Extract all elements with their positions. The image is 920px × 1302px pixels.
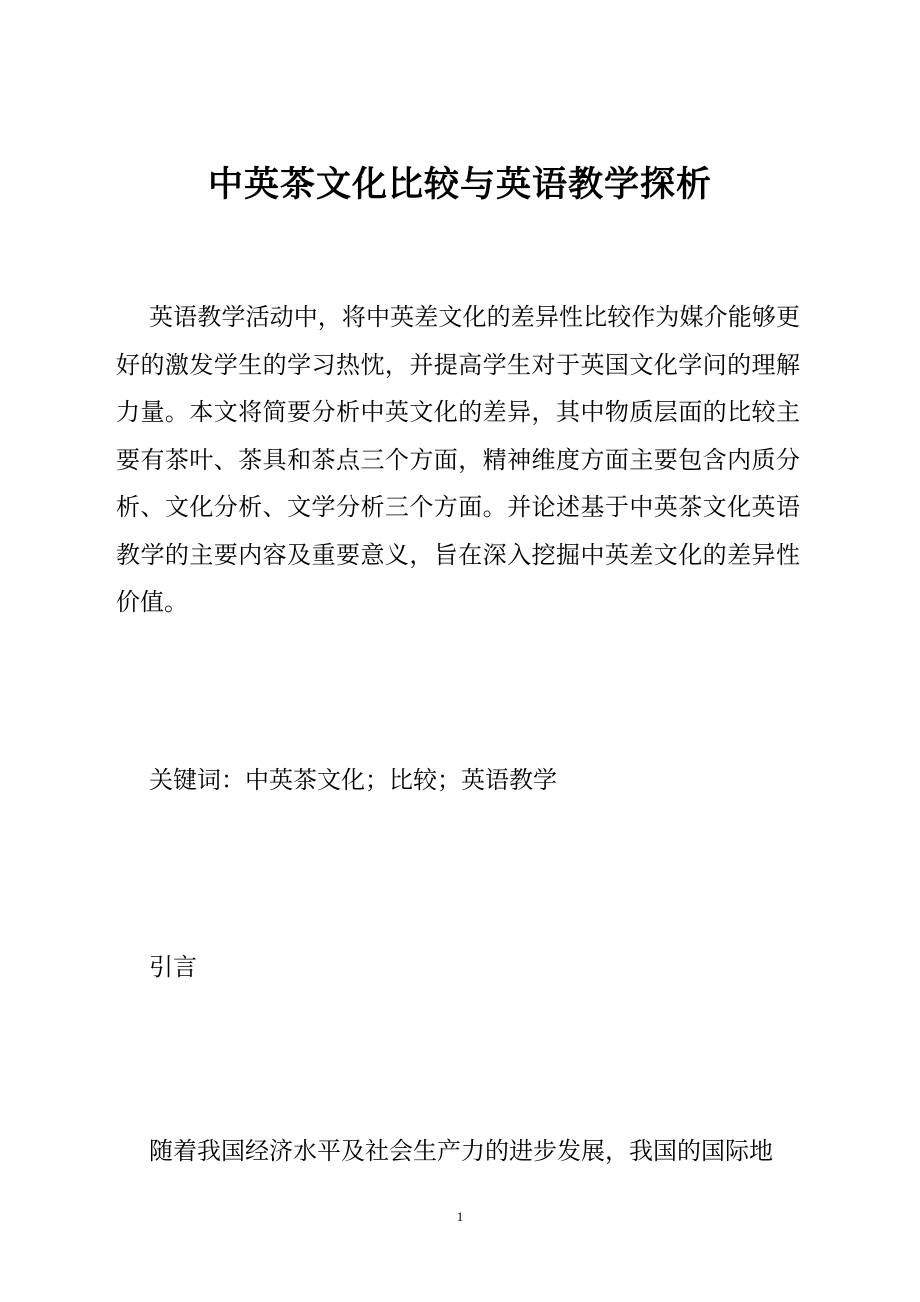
page-number: 1 bbox=[456, 1209, 464, 1224]
introduction-heading: 引言 bbox=[149, 953, 197, 981]
document-title: 中英茶文化比较与英语教学探析 bbox=[207, 164, 712, 205]
body-paragraph: 随着我国经济水平及社会生产力的进步发展，我国的国际地 bbox=[149, 1137, 773, 1165]
keywords-line: 关键词：中英茶文化；比较；英语教学 bbox=[149, 766, 557, 794]
abstract-paragraph: 英语教学活动中，将中英差文化的差异性比较作为媒介能够更好的激发学生的学习热忱，并提高学生对于英国文化学问的理解力量。本文将简要分析中英文化的差异，其中物质层面的比较主要有茶叶、茶具和茶点三个方面，精神维度方面主要包含内质分析、文化分析、文学分析三个方面。并论述基于中英茶文化英语教学的主要内容及重要意义，旨在深入挖掘中英差文化的差异性价值。 bbox=[116, 303, 800, 616]
